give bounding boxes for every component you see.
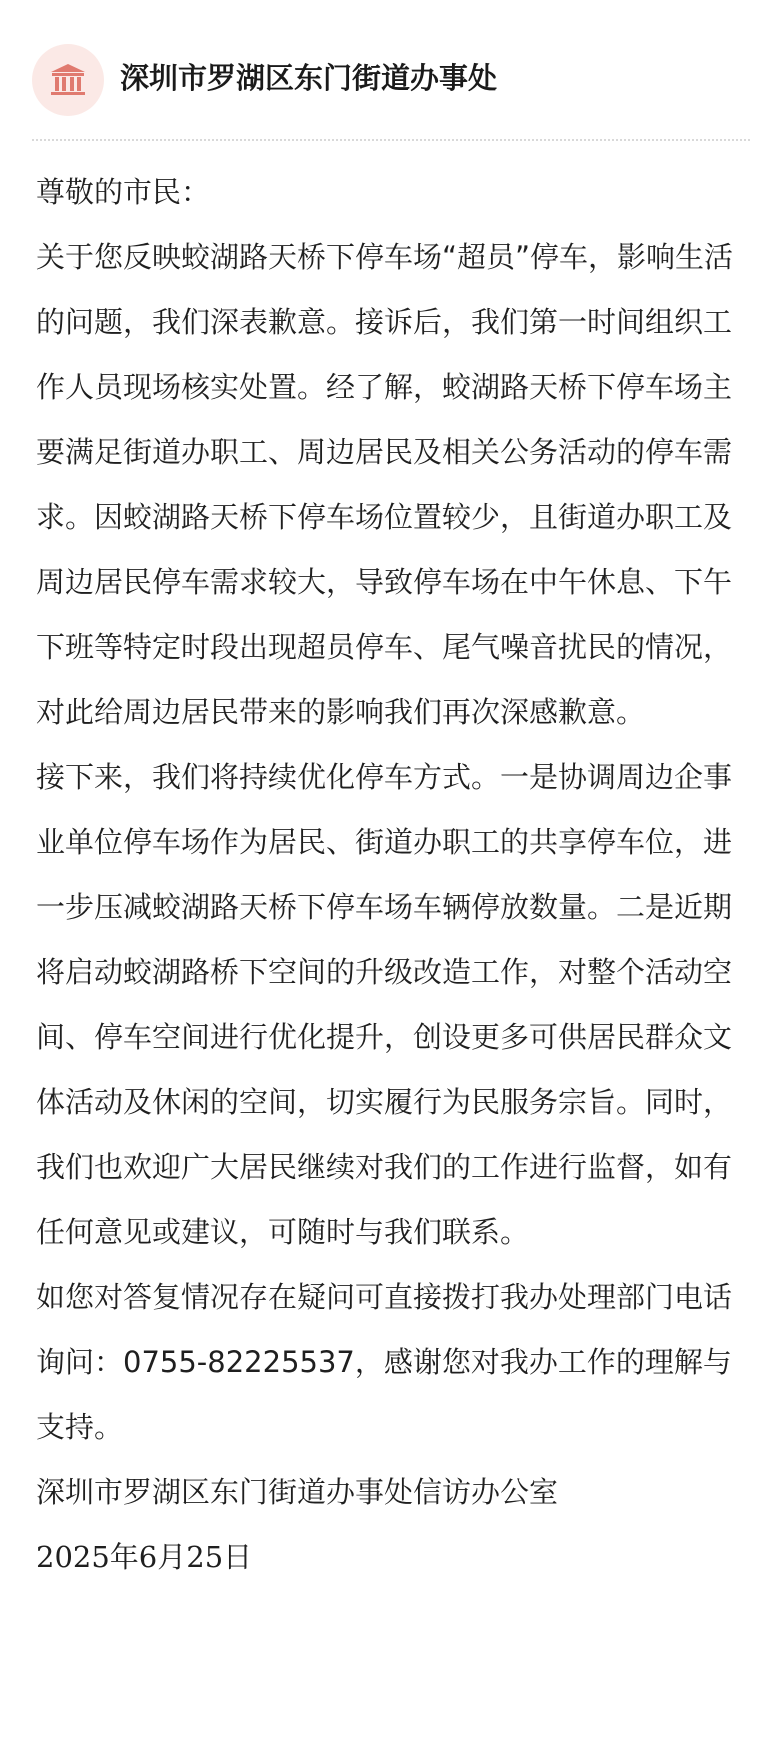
salutation: 尊敬的市民： <box>36 175 211 209</box>
signature: 深圳市罗湖区东门街道办事处信访办公室 <box>36 1475 559 1509</box>
paragraph-contact: 如您对答复情况存在疑问可直接拨打我办处理部门电话询问：0755-82225537，感谢您对我办工作的理解与支持。 <box>36 1280 733 1444</box>
org-name[interactable]: 深圳市罗湖区东门街道办事处 <box>120 61 498 95</box>
paragraph-apology: 关于您反映蛟湖路天桥下停车场“超员”停车，影响生活的问题，我们深表歉意。接诉后，我们第一时间组织工作人员现场核实处置。经了解，蛟湖路天桥下停车场主要满足街道办职工、周边居民及相关公务活动的停车需求。因蛟湖路天桥下停车场位置较少，且街道办职工及周边居民停车需求较大，导致停车场在中午休息、下午下班等特定时段出现超员停车、尾气噪音扰民的情况，对此给周边居民带来的影响我们再次深感歉意。 <box>36 240 734 729</box>
divider <box>32 139 750 141</box>
header <box>0 0 780 140</box>
government-building-icon <box>47 59 89 101</box>
avatar[interactable] <box>32 44 104 116</box>
date: 2025年6月25日 <box>36 1540 253 1574</box>
paragraph-measures: 接下来，我们将持续优化停车方式。一是协调周边企事业单位停车场作为居民、街道办职工的共享停车位，进一步压减蛟湖路天桥下停车场车辆停放数量。二是近期将启动蛟湖路桥下空间的升级改造工作，对整个活动空间、停车空间进行优化提升，创设更多可供居民群众文体活动及休闲的空间，切实履行为民服务宗旨。同时，我们也欢迎广大居民继续对我们的工作进行监督，如有任何意见或建议，可随时与我们联系。 <box>36 760 733 1249</box>
letter-body <box>36 160 748 1590</box>
